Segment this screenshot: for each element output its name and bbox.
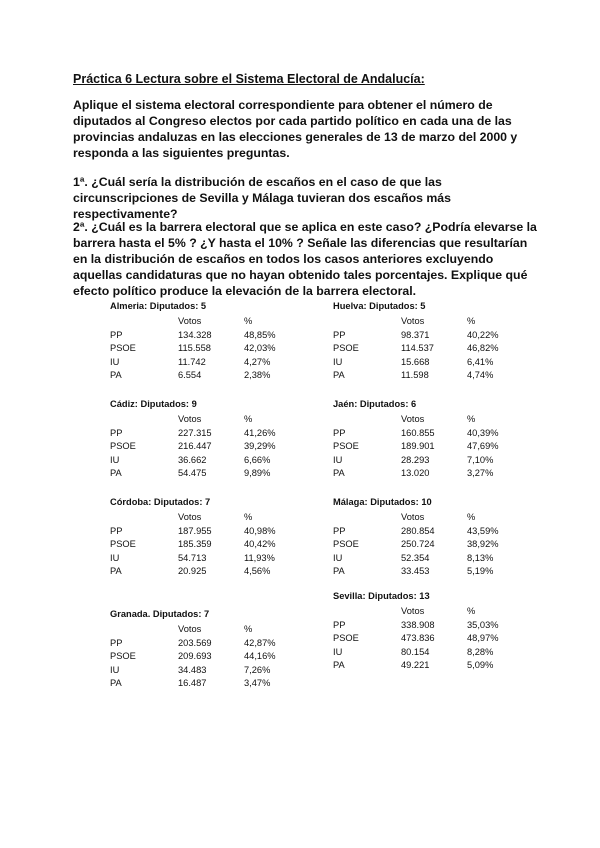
party-header	[110, 413, 178, 427]
table-row	[333, 440, 533, 454]
table-row	[333, 659, 533, 673]
table-row	[333, 467, 533, 481]
pct-cell: 5,19%	[467, 566, 494, 577]
header-row	[110, 623, 310, 637]
table-row	[110, 440, 310, 454]
province-heading: Córdoba: Diputados: 7	[110, 497, 211, 507]
votes-header: Votos	[401, 606, 425, 616]
party-header	[110, 315, 178, 329]
party-cell: PA	[110, 370, 122, 381]
pct-cell: 42,03%	[244, 343, 276, 354]
pct-cell: 6,66%	[244, 454, 271, 465]
table-row	[333, 329, 533, 343]
table-row	[333, 552, 533, 566]
votes-header: Votos	[178, 624, 202, 634]
pct-cell: 6,41%	[467, 356, 494, 367]
party-cell: IU	[110, 454, 120, 465]
party-header	[333, 315, 401, 329]
votes-header: Votos	[178, 512, 202, 522]
votes-header: Votos	[401, 316, 425, 326]
province-heading: Granada. Diputados: 7	[110, 609, 210, 619]
table-row	[333, 525, 533, 539]
votes-cell: 250.724	[401, 539, 435, 550]
pct-cell: 47,69%	[467, 441, 499, 452]
province-table	[110, 399, 310, 481]
party-cell: PSOE	[110, 441, 136, 452]
pct-cell: 40,98%	[244, 525, 276, 536]
pct-cell: 48,97%	[467, 633, 499, 644]
party-cell: IU	[110, 664, 120, 675]
province-heading: Málaga: Diputados: 10	[333, 497, 432, 507]
header-row	[110, 315, 310, 329]
pct-cell: 40,42%	[244, 539, 276, 550]
party-cell: PSOE	[333, 441, 359, 452]
province-heading: Huelva: Diputados: 5	[333, 301, 426, 311]
pct-cell: 11,93%	[244, 552, 275, 563]
question-1: 1ª. ¿Cuál sería la distribución de escaños en el caso de que las circunscripciones de Sevilla y Málaga tuvieran dos escaños más respectivamente?	[73, 175, 451, 221]
party-cell: PA	[333, 660, 345, 671]
party-cell: PP	[333, 329, 346, 340]
party-cell: PP	[110, 525, 123, 536]
pct-header: %	[244, 414, 253, 424]
header-row	[333, 511, 533, 525]
pct-cell: 3,47%	[244, 678, 271, 689]
table-row	[333, 619, 533, 633]
table-row	[110, 650, 310, 664]
pct-cell: 44,16%	[244, 651, 276, 662]
province-heading: Jaén: Diputados: 6	[333, 399, 417, 409]
party-cell: PP	[333, 619, 346, 630]
party-cell: PSOE	[110, 651, 136, 662]
party-cell: PSOE	[333, 633, 359, 644]
party-header	[333, 605, 401, 619]
province-heading: Sevilla: Diputados: 13	[333, 591, 430, 601]
votes-cell: 98.371	[401, 329, 430, 340]
table-row	[333, 565, 533, 579]
pct-cell: 7,26%	[244, 664, 271, 675]
pct-header: %	[467, 606, 476, 616]
pct-cell: 4,74%	[467, 370, 494, 381]
province-heading: Cádiz: Diputados: 9	[110, 399, 197, 409]
table-row	[110, 342, 310, 356]
votes-cell: 187.955	[178, 525, 212, 536]
votes-cell: 134.328	[178, 329, 212, 340]
table-row	[333, 454, 533, 468]
votes-cell: 11.598	[401, 370, 429, 381]
votes-cell: 209.693	[178, 651, 212, 662]
pct-cell: 3,27%	[467, 468, 494, 479]
table-row	[110, 565, 310, 579]
province-table	[333, 301, 533, 383]
pct-header: %	[467, 316, 476, 326]
votes-cell: 49.221	[401, 660, 430, 671]
party-cell: PA	[333, 370, 345, 381]
table-row	[333, 342, 533, 356]
header-row	[333, 413, 533, 427]
votes-cell: 54.475	[178, 468, 207, 479]
pct-cell: 4,56%	[244, 566, 271, 577]
party-cell: PP	[110, 427, 123, 438]
pct-cell: 2,38%	[244, 370, 271, 381]
pct-header: %	[467, 512, 476, 522]
votes-cell: 11.742	[178, 356, 206, 367]
party-cell: PP	[333, 525, 346, 536]
party-cell: PSOE	[110, 343, 136, 354]
pct-cell: 40,22%	[467, 329, 499, 340]
votes-cell: 15.668	[401, 356, 430, 367]
pct-cell: 48,85%	[244, 329, 276, 340]
table-row	[110, 467, 310, 481]
province-table	[110, 497, 310, 579]
province-table	[333, 497, 533, 579]
party-cell: PA	[333, 566, 345, 577]
votes-cell: 33.453	[401, 566, 430, 577]
pct-cell: 8,13%	[467, 552, 494, 563]
party-header	[333, 413, 401, 427]
pct-header: %	[244, 316, 253, 326]
pct-cell: 38,92%	[467, 539, 499, 550]
votes-cell: 115.558	[178, 343, 211, 354]
votes-header: Votos	[178, 414, 202, 424]
votes-cell: 28.293	[401, 454, 430, 465]
votes-cell: 6.554	[178, 370, 202, 381]
votes-cell: 20.925	[178, 566, 207, 577]
votes-cell: 16.487	[178, 678, 207, 689]
votes-cell: 114.537	[401, 343, 434, 354]
pct-cell: 43,59%	[467, 525, 499, 536]
party-cell: PA	[110, 468, 122, 479]
votes-cell: 34.483	[178, 664, 207, 675]
table-row	[110, 525, 310, 539]
votes-cell: 13.020	[401, 468, 430, 479]
votes-cell: 160.855	[401, 427, 435, 438]
header-row	[333, 605, 533, 619]
party-cell: PSOE	[110, 539, 136, 550]
party-cell: PP	[110, 637, 123, 648]
votes-cell: 189.901	[401, 441, 435, 452]
party-header	[110, 623, 178, 637]
pct-cell: 46,82%	[467, 343, 499, 354]
party-cell: PSOE	[333, 343, 359, 354]
party-cell: PSOE	[333, 539, 359, 550]
province-table	[110, 609, 310, 691]
party-cell: IU	[110, 552, 120, 563]
votes-cell: 185.359	[178, 539, 212, 550]
pct-cell: 35,03%	[467, 619, 499, 630]
votes-cell: 216.447	[178, 441, 212, 452]
party-cell: PA	[333, 468, 345, 479]
party-cell: IU	[333, 552, 343, 563]
pct-cell: 40,39%	[467, 427, 499, 438]
votes-cell: 80.154	[401, 646, 430, 657]
table-row	[333, 356, 533, 370]
table-row	[110, 538, 310, 552]
table-row	[110, 664, 310, 678]
votes-cell: 473.836	[401, 633, 435, 644]
votes-cell: 203.569	[178, 637, 212, 648]
table-row	[333, 632, 533, 646]
province-table	[110, 301, 310, 383]
pct-header: %	[244, 512, 253, 522]
pct-cell: 5,09%	[467, 660, 494, 671]
votes-cell: 280.854	[401, 525, 435, 536]
party-cell: PA	[110, 678, 122, 689]
header-row	[110, 511, 310, 525]
votes-cell: 338.908	[401, 619, 435, 630]
table-row	[333, 427, 533, 441]
table-row	[110, 552, 310, 566]
party-cell: IU	[333, 646, 343, 657]
table-row	[110, 329, 310, 343]
table-row	[333, 538, 533, 552]
table-row	[110, 427, 310, 441]
pct-cell: 9,89%	[244, 468, 271, 479]
party-cell: IU	[110, 356, 120, 367]
pct-header: %	[467, 414, 476, 424]
pct-cell: 41,26%	[244, 427, 276, 438]
party-header	[110, 511, 178, 525]
table-row	[110, 356, 310, 370]
table-row	[110, 454, 310, 468]
pct-cell: 8,28%	[467, 646, 494, 657]
province-table	[333, 399, 533, 481]
votes-header: Votos	[401, 414, 425, 424]
votes-cell: 227.315	[178, 427, 212, 438]
table-row	[110, 677, 310, 691]
table-row	[110, 369, 310, 383]
header-row	[333, 315, 533, 329]
pct-cell: 4,27%	[244, 356, 271, 367]
pct-cell: 7,10%	[467, 454, 494, 465]
party-cell: PP	[110, 329, 123, 340]
intro-paragraph: Aplique el sistema electoral correspondiente para obtener el número de diputados al Congreso electos por cada partido político en cada una de las provincias andaluzas en las elecciones generales de 13 de marzo del 2000 y responda a las siguientes preguntas.	[73, 98, 518, 160]
votes-header: Votos	[401, 512, 425, 522]
party-cell: IU	[333, 356, 343, 367]
pct-cell: 42,87%	[244, 637, 276, 648]
votes-cell: 54.713	[178, 552, 207, 563]
pct-cell: 39,29%	[244, 441, 276, 452]
party-cell: PA	[110, 566, 122, 577]
province-table	[333, 591, 533, 673]
province-heading: Almeria: Diputados: 5	[110, 301, 207, 311]
question-2: 2ª. ¿Cuál es la barrera electoral que se aplica en este caso? ¿Podría elevarse la barrera hasta el 5% ? ¿Y hasta el 10% ? Señale las diferencias que resultarían en la distribución de escaños en todos los casos anteriores excluyendo aquellas candidaturas que no hayan obtenido tales porcentajes. Explique qué efecto político produce la elevación de la barrera electoral.	[73, 220, 537, 298]
party-cell: IU	[333, 454, 343, 465]
table-row	[333, 369, 533, 383]
document-title: Práctica 6 Lectura sobre el Sistema Electoral de Andalucía:	[73, 72, 425, 86]
header-row	[110, 413, 310, 427]
table-row	[110, 637, 310, 651]
pct-header: %	[244, 624, 253, 634]
votes-cell: 36.662	[178, 454, 207, 465]
votes-cell: 52.354	[401, 552, 430, 563]
table-row	[333, 646, 533, 660]
party-cell: PP	[333, 427, 346, 438]
votes-header: Votos	[178, 316, 202, 326]
party-header	[333, 511, 401, 525]
